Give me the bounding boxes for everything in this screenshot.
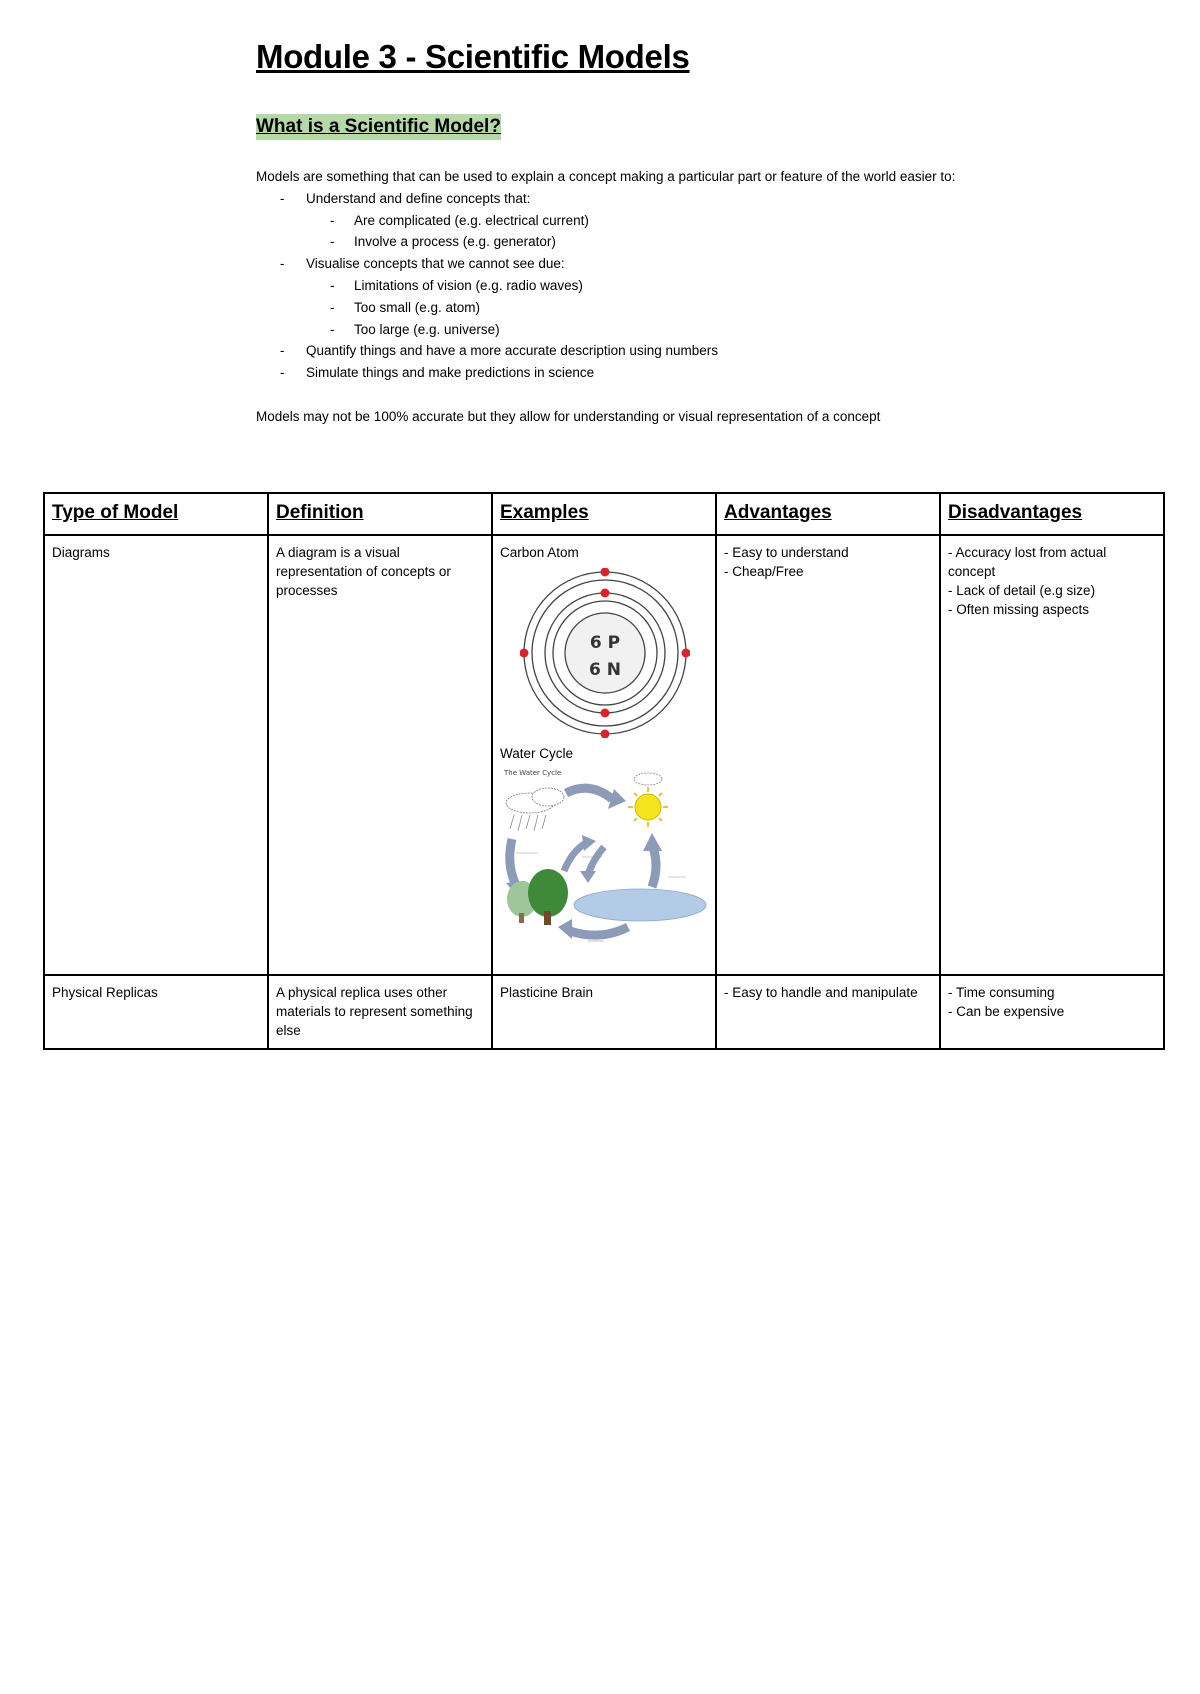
sun-icon (628, 787, 668, 827)
electron-dot (520, 649, 529, 658)
example-label-carbon-atom: Carbon Atom (500, 545, 579, 560)
sub-bullet-text: Too large (e.g. universe) (354, 321, 500, 337)
bullet-dash: - (330, 212, 335, 228)
sub-bullet-text: Limitations of vision (e.g. radio waves) (354, 277, 583, 293)
advantage-item: - Easy to handle and manipulate (724, 985, 918, 1000)
bullet-dash: - (280, 343, 285, 359)
intro-section (256, 166, 956, 428)
bullet-dash: - (330, 277, 335, 293)
sub-bullet-list (306, 210, 956, 254)
arrowhead-icon (558, 919, 572, 939)
electron-dot (601, 568, 610, 577)
condensation-arrow-icon (566, 788, 612, 799)
bullet-item (256, 188, 956, 253)
bullet-dash: - (280, 190, 285, 206)
carbon-atom-diagram (520, 568, 690, 738)
collection-arrow-icon (570, 927, 628, 935)
disadvantage-item: - Time consuming (948, 985, 1055, 1000)
bullet-item (256, 362, 956, 384)
closing-paragraph: Models may not be 100% accurate but they allow for understanding or visual representation of a concept (256, 408, 881, 424)
cell-disadvantages (940, 535, 1164, 975)
header-examples: Examples (492, 493, 716, 535)
cell-definition: A diagram is a visual representation of concepts or processes (268, 535, 492, 975)
cell-advantages (716, 535, 940, 975)
inner-arrow-icon (588, 847, 604, 875)
rain-cloud-icon (506, 788, 564, 813)
arrowhead-icon (643, 833, 662, 851)
disadvantage-item: - Accuracy lost from actual concept (948, 545, 1107, 579)
sub-bullet-list (306, 275, 956, 340)
table-header-row (44, 493, 1164, 535)
advantage-item: - Easy to understand (724, 545, 849, 560)
bullet-item (256, 340, 956, 362)
header-advantages: Advantages (716, 493, 940, 535)
water-cycle-diagram (500, 765, 710, 945)
cell-definition: A physical replica uses other materials to represent something else (268, 975, 492, 1049)
nucleus-protons-label: 6 P (589, 633, 621, 653)
sub-bullet-item (306, 231, 956, 253)
nucleus-neutrons-label: 6 N (589, 660, 621, 680)
cell-examples (492, 535, 716, 975)
precipitation-arrow-icon (510, 839, 516, 885)
cell-disadvantages (940, 975, 1164, 1049)
bullet-item (256, 253, 956, 340)
arrowhead-icon (580, 871, 596, 883)
arrowhead-icon (582, 835, 596, 851)
bullet-text: Visualise concepts that we cannot see due: (306, 256, 565, 272)
bullet-list (256, 188, 956, 384)
table-row (44, 975, 1164, 1049)
electron-dot (601, 589, 610, 598)
sub-bullet-item (306, 275, 956, 297)
lake-icon (574, 889, 706, 921)
models-table (43, 492, 1165, 1050)
section-heading: What is a Scientific Model? (256, 114, 501, 140)
disadvantage-item: - Can be expensive (948, 1004, 1065, 1019)
bullet-dash: - (280, 256, 285, 272)
sub-bullet-item (306, 210, 956, 232)
electron-dot (601, 709, 610, 718)
advantage-item: - Cheap/Free (724, 564, 804, 579)
bullet-text: Simulate things and make predictions in science (306, 365, 595, 381)
sub-bullet-text: Are complicated (e.g. electrical current) (354, 212, 589, 228)
cell-type: Physical Replicas (44, 975, 268, 1049)
electron-dot (601, 730, 610, 739)
sub-bullet-text: Too small (e.g. atom) (354, 299, 481, 315)
cell-examples (492, 975, 716, 1049)
example-label-water-cycle: Water Cycle (500, 746, 574, 761)
bullet-dash: - (280, 365, 285, 381)
sub-bullet-item (306, 319, 956, 341)
evaporation-arrow-icon (652, 845, 656, 887)
bullet-dash: - (330, 234, 335, 250)
nucleus (565, 613, 645, 693)
intro-paragraph: Models are something that can be used to explain a concept making a particular part or feature of the world easier to: (256, 169, 956, 184)
sub-bullet-text: Involve a process (e.g. generator) (354, 234, 556, 250)
bullet-dash: - (330, 321, 335, 337)
water-cycle-caption: The Water Cycle (504, 769, 562, 777)
bullet-text: Quantify things and have a more accurate description using numbers (306, 343, 718, 359)
cell-advantages (716, 975, 940, 1049)
header-disadvantages: Disadvantages (940, 493, 1164, 535)
rain-icon (510, 815, 546, 831)
bullet-dash: - (330, 299, 335, 315)
disadvantage-item: - Often missing aspects (948, 602, 1090, 617)
bullet-text: Understand and define concepts that: (306, 190, 531, 206)
header-type-of-model: Type of Model (44, 493, 268, 535)
sub-bullet-item (306, 297, 956, 319)
cell-type: Diagrams (44, 535, 268, 975)
small-cloud-icon (634, 773, 662, 785)
example-label-plasticine-brain: Plasticine Brain (500, 985, 594, 1000)
table-row (44, 535, 1164, 975)
page-title: Module 3 - Scientific Models (256, 38, 690, 75)
header-definition: Definition (268, 493, 492, 535)
electron-dot (682, 649, 691, 658)
disadvantage-item: - Lack of detail (e.g size) (948, 583, 1096, 598)
